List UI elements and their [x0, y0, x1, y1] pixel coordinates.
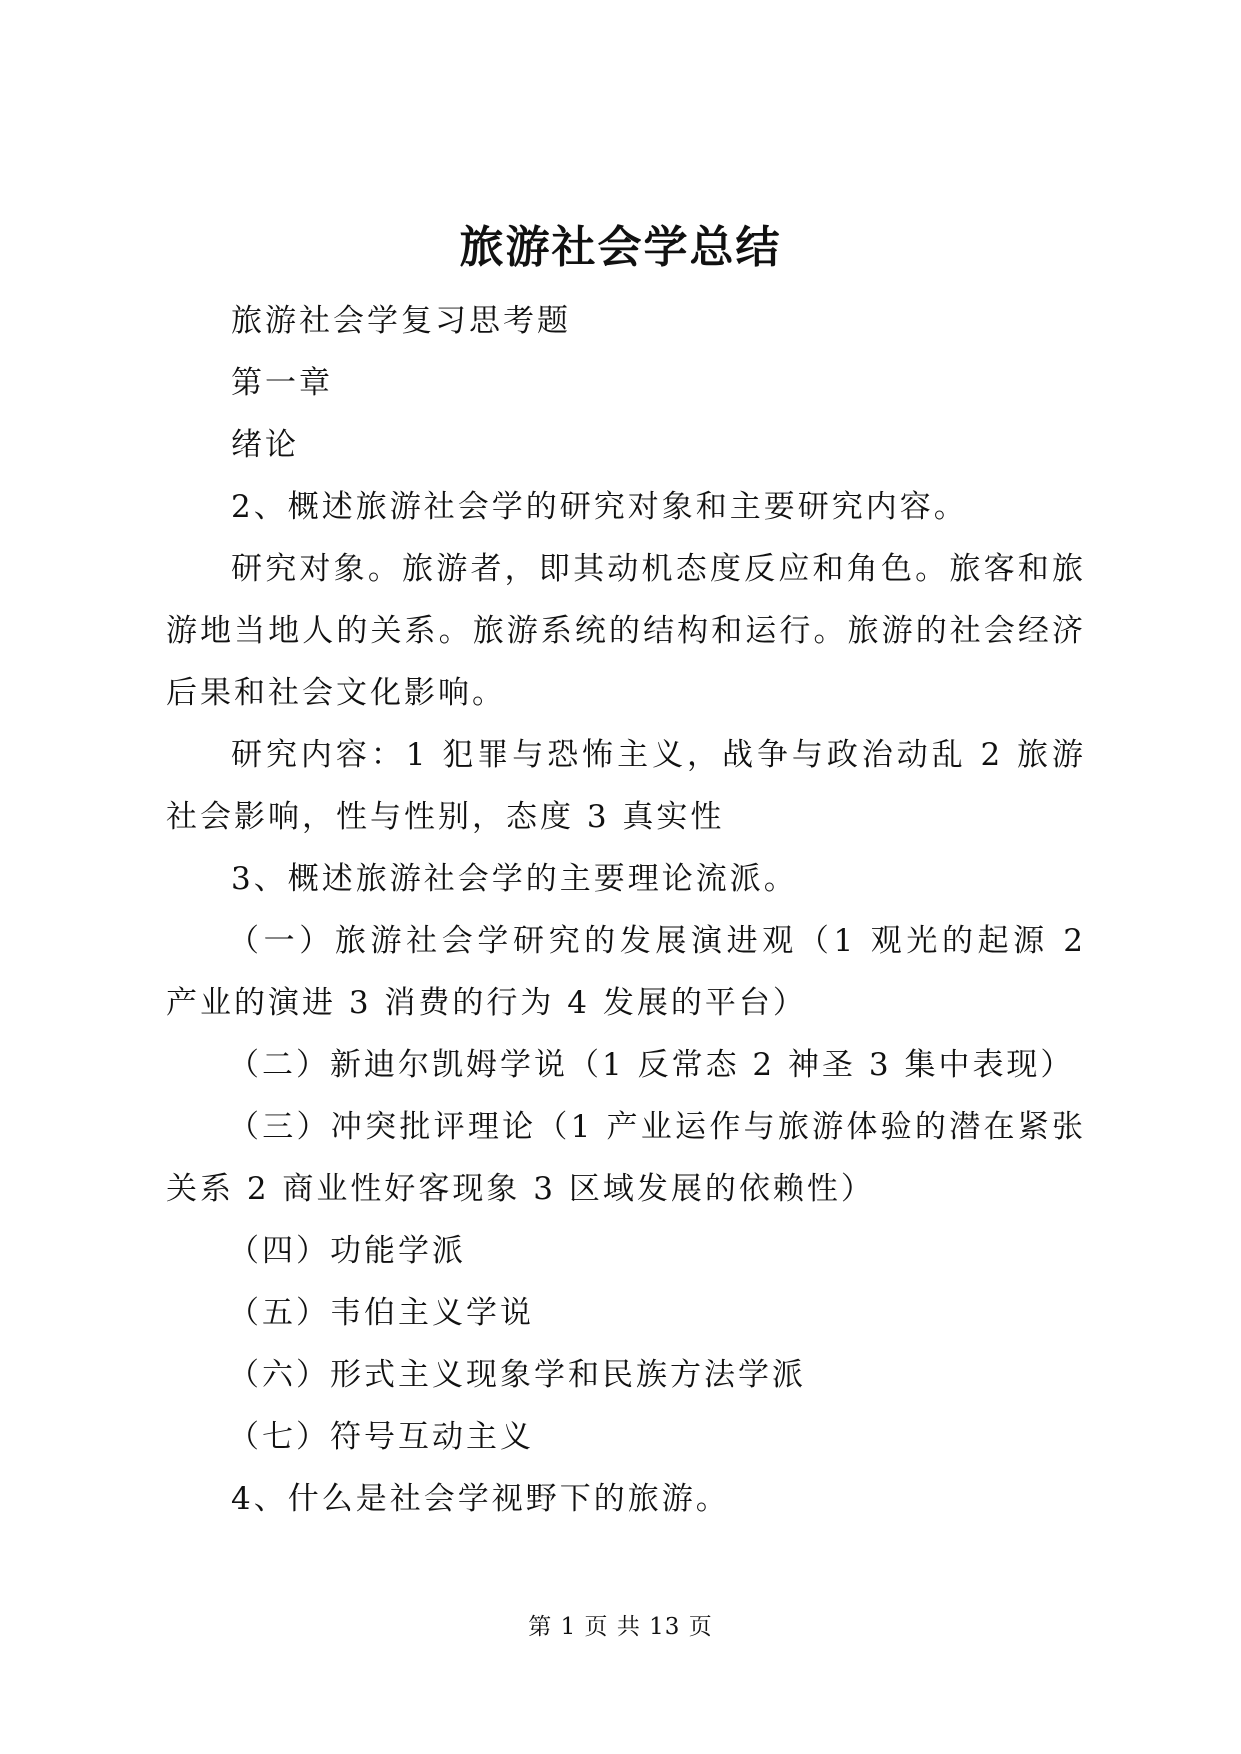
paragraph-research-content: 研究内容：1 犯罪与恐怖主义，战争与政治动乱 2 旅游社会影响，性与性别，态度 3 真实性: [166, 737, 1086, 835]
paragraph-subtitle: 旅游社会学复习思考题: [231, 303, 571, 339]
paragraph-question-4: 4、什么是社会学视野下的旅游。: [231, 1481, 730, 1517]
paragraph-school-5: （五）韦伯主义学说: [228, 1295, 534, 1331]
paragraph-school-6: （六）形式主义现象学和民族方法学派: [228, 1357, 806, 1393]
paragraph-school-4: （四）功能学派: [228, 1233, 466, 1269]
paragraph-question-3: 3、概述旅游社会学的主要理论流派。: [231, 861, 798, 897]
paragraph-chapter: 第一章: [231, 365, 333, 401]
paragraph-school-7: （七）符号互动主义: [228, 1419, 534, 1455]
paragraph-question-2: 2、概述旅游社会学的研究对象和主要研究内容。: [231, 489, 968, 525]
document-body: [166, 290, 1086, 1530]
paragraph-school-2: （二）新迪尔凯姆学说（1 反常态 2 神圣 3 集中表现）: [228, 1047, 1075, 1083]
document-title: 旅游社会学总结: [459, 222, 782, 273]
paragraph-research-object: 研究对象。旅游者，即其动机态度反应和角色。旅客和旅游地当地人的关系。旅游系统的结构和运行。旅游的社会经济后果和社会文化影响。: [166, 551, 1086, 711]
paragraph-school-1: （一）旅游社会学研究的发展演进观（1 观光的起源 2 产业的演进 3 消费的行为 4 发展的平台）: [166, 923, 1086, 1021]
paragraph-intro: 绪论: [231, 427, 299, 463]
paragraph-school-3: （三）冲突批评理论（1 产业运作与旅游体验的潜在紧张关系 2 商业性好客现象 3 区域发展的依赖性）: [166, 1109, 1086, 1207]
page-footer: 第 1 页 共 13 页: [528, 1614, 713, 1640]
